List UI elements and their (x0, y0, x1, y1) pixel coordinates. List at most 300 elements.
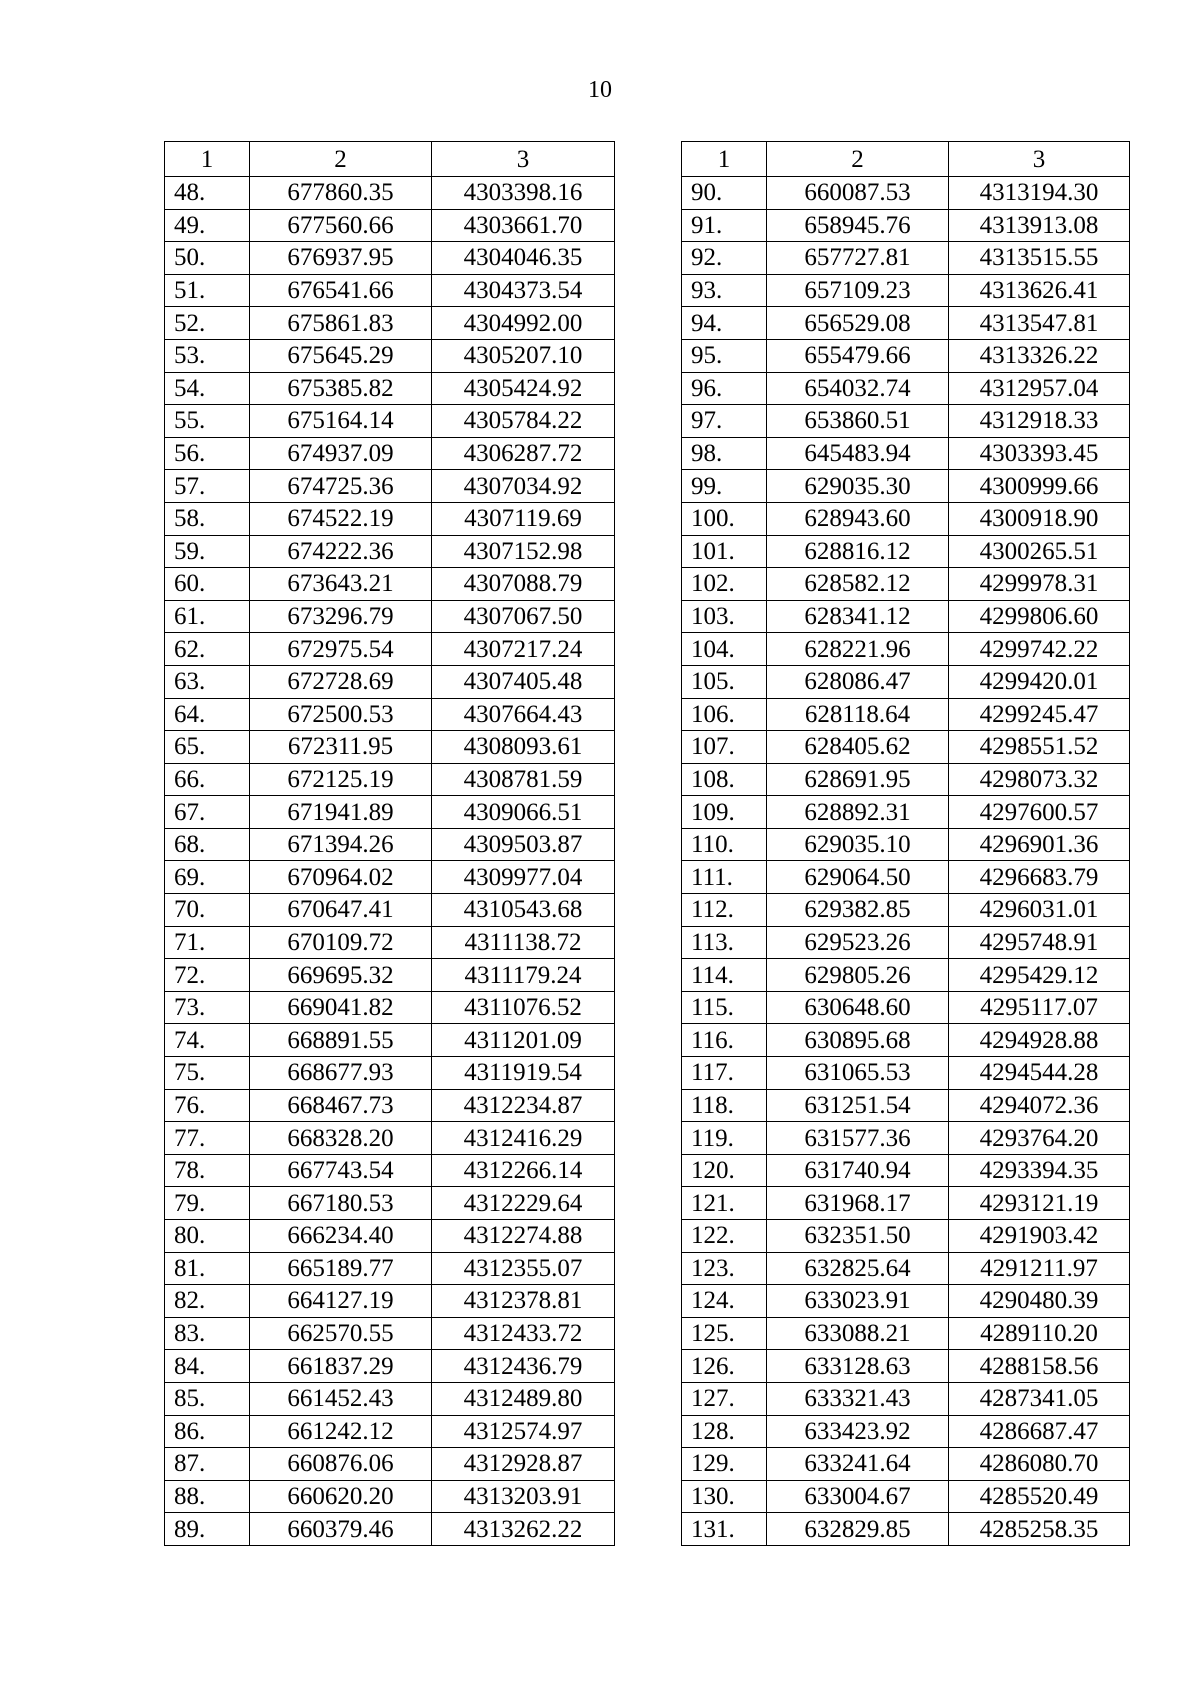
coordinate-y-cell: 4285258.35 (949, 1513, 1130, 1546)
coordinate-y-cell: 4293764.20 (949, 1122, 1130, 1155)
coordinate-x-cell: 653860.51 (767, 405, 949, 438)
coordinate-y-cell: 4303393.45 (949, 437, 1130, 470)
point-number-cell: 97. (682, 405, 767, 438)
table-row (165, 177, 615, 210)
coordinate-y-cell: 4285520.49 (949, 1480, 1130, 1513)
coordinate-x-cell: 674222.36 (250, 535, 432, 568)
coordinate-x-cell: 668328.20 (250, 1122, 432, 1155)
point-number-cell: 114. (682, 959, 767, 992)
point-number-cell: 67. (165, 796, 250, 829)
table-row (165, 339, 615, 372)
coordinate-y-cell: 4307034.92 (432, 470, 615, 503)
point-number-cell: 64. (165, 698, 250, 731)
coordinate-y-cell: 4296901.36 (949, 828, 1130, 861)
point-number-cell: 55. (165, 405, 250, 438)
point-number-cell: 104. (682, 633, 767, 666)
coordinate-x-cell: 633241.64 (767, 1448, 949, 1481)
point-number-cell: 84. (165, 1350, 250, 1383)
table-row (165, 568, 615, 601)
coordinate-x-cell: 661837.29 (250, 1350, 432, 1383)
coordinate-x-cell: 628086.47 (767, 665, 949, 698)
point-number-cell: 131. (682, 1513, 767, 1546)
coordinate-y-cell: 4309977.04 (432, 861, 615, 894)
point-number-cell: 106. (682, 698, 767, 731)
coordinate-y-cell: 4295748.91 (949, 926, 1130, 959)
coordinate-y-cell: 4311179.24 (432, 959, 615, 992)
point-number-cell: 118. (682, 1089, 767, 1122)
coordinate-y-cell: 4307088.79 (432, 568, 615, 601)
table-row (165, 405, 615, 438)
table-row (165, 861, 615, 894)
point-number-cell: 125. (682, 1317, 767, 1350)
coordinate-y-cell: 4300999.66 (949, 470, 1130, 503)
table-row (165, 796, 615, 829)
point-number-cell: 50. (165, 242, 250, 275)
coordinate-x-cell: 629035.10 (767, 828, 949, 861)
table-row (682, 731, 1130, 764)
coordinate-y-cell: 4312574.97 (432, 1415, 615, 1448)
point-number-cell: 70. (165, 894, 250, 927)
point-number-cell: 116. (682, 1024, 767, 1057)
coordinate-x-cell: 662570.55 (250, 1317, 432, 1350)
table-header-row (682, 142, 1130, 177)
point-number-cell: 113. (682, 926, 767, 959)
coordinate-x-cell: 674522.19 (250, 502, 432, 535)
point-number-cell: 122. (682, 1220, 767, 1253)
point-number-cell: 76. (165, 1089, 250, 1122)
coordinate-y-cell: 4312957.04 (949, 372, 1130, 405)
table-row (682, 1252, 1130, 1285)
coordinate-y-cell: 4313326.22 (949, 339, 1130, 372)
table-row (165, 209, 615, 242)
point-number-cell: 82. (165, 1285, 250, 1318)
table-row (682, 1057, 1130, 1090)
coordinate-y-cell: 4287341.05 (949, 1382, 1130, 1415)
point-number-cell: 89. (165, 1513, 250, 1546)
coordinate-x-cell: 631577.36 (767, 1122, 949, 1155)
coordinate-y-cell: 4313262.22 (432, 1513, 615, 1546)
coordinate-x-cell: 629035.30 (767, 470, 949, 503)
table-header-row (165, 142, 615, 177)
coordinate-x-cell: 629805.26 (767, 959, 949, 992)
point-number-cell: 93. (682, 274, 767, 307)
coordinate-y-cell: 4299978.31 (949, 568, 1130, 601)
coordinate-x-cell: 633088.21 (767, 1317, 949, 1350)
table-row (165, 1415, 615, 1448)
point-number-cell: 115. (682, 991, 767, 1024)
table-row (682, 470, 1130, 503)
point-number-cell: 62. (165, 633, 250, 666)
table-row (682, 633, 1130, 666)
coordinate-y-cell: 4309503.87 (432, 828, 615, 861)
point-number-cell: 90. (682, 177, 767, 210)
point-number-cell: 79. (165, 1187, 250, 1220)
table-row (165, 665, 615, 698)
coordinate-y-cell: 4289110.20 (949, 1317, 1130, 1350)
coordinate-y-cell: 4312355.07 (432, 1252, 615, 1285)
coordinate-x-cell: 673643.21 (250, 568, 432, 601)
point-number-cell: 126. (682, 1350, 767, 1383)
point-number-cell: 98. (682, 437, 767, 470)
point-number-cell: 129. (682, 1448, 767, 1481)
coordinate-x-cell: 675164.14 (250, 405, 432, 438)
point-number-cell: 101. (682, 535, 767, 568)
coordinate-y-cell: 4305784.22 (432, 405, 615, 438)
coordinate-y-cell: 4311919.54 (432, 1057, 615, 1090)
coordinate-y-cell: 4311076.52 (432, 991, 615, 1024)
point-number-cell: 71. (165, 926, 250, 959)
point-number-cell: 73. (165, 991, 250, 1024)
table-row (165, 991, 615, 1024)
table-row (165, 1382, 615, 1415)
point-number-cell: 105. (682, 665, 767, 698)
coordinate-y-cell: 4313626.41 (949, 274, 1130, 307)
point-number-cell: 87. (165, 1448, 250, 1481)
coordinate-x-cell: 677860.35 (250, 177, 432, 210)
coordinate-y-cell: 4308781.59 (432, 763, 615, 796)
coordinate-x-cell: 629064.50 (767, 861, 949, 894)
coordinate-y-cell: 4293394.35 (949, 1154, 1130, 1187)
table-row (165, 698, 615, 731)
coordinate-y-cell: 4295117.07 (949, 991, 1130, 1024)
coordinates-table-left (164, 141, 615, 1546)
coordinate-y-cell: 4296683.79 (949, 861, 1130, 894)
coordinate-y-cell: 4312274.88 (432, 1220, 615, 1253)
coordinate-y-cell: 4307217.24 (432, 633, 615, 666)
table-row (682, 502, 1130, 535)
table-row (682, 1513, 1130, 1546)
point-number-cell: 123. (682, 1252, 767, 1285)
coordinate-x-cell: 664127.19 (250, 1285, 432, 1318)
table-row (165, 1285, 615, 1318)
coordinate-y-cell: 4298073.32 (949, 763, 1130, 796)
point-number-cell: 65. (165, 731, 250, 764)
table-row (682, 339, 1130, 372)
coordinate-y-cell: 4298551.52 (949, 731, 1130, 764)
table-row (682, 1415, 1130, 1448)
coordinate-x-cell: 630895.68 (767, 1024, 949, 1057)
point-number-cell: 85. (165, 1382, 250, 1415)
table-row (165, 894, 615, 927)
point-number-cell: 121. (682, 1187, 767, 1220)
coordinate-x-cell: 658945.76 (767, 209, 949, 242)
point-number-cell: 83. (165, 1317, 250, 1350)
table-row (165, 470, 615, 503)
table-row (682, 535, 1130, 568)
table-row (165, 1350, 615, 1383)
point-number-cell: 74. (165, 1024, 250, 1057)
coordinate-y-cell: 4295429.12 (949, 959, 1130, 992)
coordinate-y-cell: 4313515.55 (949, 242, 1130, 275)
table-row (682, 1350, 1130, 1383)
page-number: 10 (588, 77, 612, 103)
point-number-cell: 54. (165, 372, 250, 405)
coordinate-x-cell: 677560.66 (250, 209, 432, 242)
table-row (165, 926, 615, 959)
column-header: 2 (250, 142, 432, 177)
coordinate-x-cell: 671394.26 (250, 828, 432, 861)
coordinate-x-cell: 660379.46 (250, 1513, 432, 1546)
coordinate-y-cell: 4309066.51 (432, 796, 615, 829)
table-row (165, 828, 615, 861)
coordinate-x-cell: 671941.89 (250, 796, 432, 829)
table-row (682, 926, 1130, 959)
coordinate-x-cell: 672728.69 (250, 665, 432, 698)
coordinate-y-cell: 4286687.47 (949, 1415, 1130, 1448)
coordinate-y-cell: 4307664.43 (432, 698, 615, 731)
coordinate-y-cell: 4299742.22 (949, 633, 1130, 666)
coordinate-x-cell: 630648.60 (767, 991, 949, 1024)
coordinate-x-cell: 674725.36 (250, 470, 432, 503)
point-number-cell: 103. (682, 600, 767, 633)
coordinate-y-cell: 4307119.69 (432, 502, 615, 535)
point-number-cell: 124. (682, 1285, 767, 1318)
coordinate-y-cell: 4313203.91 (432, 1480, 615, 1513)
coordinate-y-cell: 4291903.42 (949, 1220, 1130, 1253)
point-number-cell: 75. (165, 1057, 250, 1090)
point-number-cell: 111. (682, 861, 767, 894)
coordinate-x-cell: 670647.41 (250, 894, 432, 927)
coordinate-x-cell: 668891.55 (250, 1024, 432, 1057)
table-row (682, 437, 1130, 470)
coordinate-y-cell: 4304046.35 (432, 242, 615, 275)
column-header: 2 (767, 142, 949, 177)
coordinate-x-cell: 672311.95 (250, 731, 432, 764)
table-row (165, 535, 615, 568)
coordinate-y-cell: 4303398.16 (432, 177, 615, 210)
coordinate-y-cell: 4312234.87 (432, 1089, 615, 1122)
coordinate-y-cell: 4300265.51 (949, 535, 1130, 568)
table-row (165, 1252, 615, 1285)
point-number-cell: 92. (682, 242, 767, 275)
coordinate-y-cell: 4290480.39 (949, 1285, 1130, 1318)
coordinate-y-cell: 4294072.36 (949, 1089, 1130, 1122)
point-number-cell: 112. (682, 894, 767, 927)
coordinate-y-cell: 4312928.87 (432, 1448, 615, 1481)
point-number-cell: 81. (165, 1252, 250, 1285)
coordinate-y-cell: 4304373.54 (432, 274, 615, 307)
point-number-cell: 53. (165, 339, 250, 372)
table-row (682, 828, 1130, 861)
point-number-cell: 49. (165, 209, 250, 242)
coordinate-x-cell: 628892.31 (767, 796, 949, 829)
table-row (165, 1187, 615, 1220)
coordinate-x-cell: 632829.85 (767, 1513, 949, 1546)
table-row (682, 1024, 1130, 1057)
table-row (682, 698, 1130, 731)
point-number-cell: 120. (682, 1154, 767, 1187)
point-number-cell: 96. (682, 372, 767, 405)
coordinate-x-cell: 654032.74 (767, 372, 949, 405)
coordinate-y-cell: 4313194.30 (949, 177, 1130, 210)
table-row (165, 633, 615, 666)
table-row (682, 1285, 1130, 1318)
column-header: 1 (682, 142, 767, 177)
coordinate-x-cell: 632825.64 (767, 1252, 949, 1285)
coordinate-x-cell: 669041.82 (250, 991, 432, 1024)
coordinates-table-right (681, 141, 1130, 1546)
point-number-cell: 58. (165, 502, 250, 535)
table-row (682, 1448, 1130, 1481)
table-row (682, 405, 1130, 438)
point-number-cell: 61. (165, 600, 250, 633)
coordinate-x-cell: 656529.08 (767, 307, 949, 340)
coordinate-x-cell: 657727.81 (767, 242, 949, 275)
table-row (682, 1089, 1130, 1122)
coordinate-x-cell: 633321.43 (767, 1382, 949, 1415)
coordinate-x-cell: 672500.53 (250, 698, 432, 731)
coordinate-x-cell: 667743.54 (250, 1154, 432, 1187)
column-header: 3 (432, 142, 615, 177)
coordinate-y-cell: 4312416.29 (432, 1122, 615, 1155)
coordinate-y-cell: 4313547.81 (949, 307, 1130, 340)
coordinate-x-cell: 629382.85 (767, 894, 949, 927)
point-number-cell: 127. (682, 1382, 767, 1415)
column-header: 1 (165, 142, 250, 177)
table-row (682, 1187, 1130, 1220)
table-row (165, 1317, 615, 1350)
coordinate-y-cell: 4307067.50 (432, 600, 615, 633)
coordinate-x-cell: 655479.66 (767, 339, 949, 372)
table-row (165, 1480, 615, 1513)
coordinate-x-cell: 672975.54 (250, 633, 432, 666)
table-row (682, 665, 1130, 698)
coordinate-x-cell: 628221.96 (767, 633, 949, 666)
point-number-cell: 100. (682, 502, 767, 535)
coordinate-x-cell: 631740.94 (767, 1154, 949, 1187)
point-number-cell: 108. (682, 763, 767, 796)
table-row (165, 731, 615, 764)
table-row (682, 1220, 1130, 1253)
table-row (165, 274, 615, 307)
table-row (682, 1480, 1130, 1513)
coordinate-x-cell: 633423.92 (767, 1415, 949, 1448)
point-number-cell: 72. (165, 959, 250, 992)
table-row (165, 1220, 615, 1253)
coordinate-y-cell: 4311201.09 (432, 1024, 615, 1057)
coordinate-x-cell: 666234.40 (250, 1220, 432, 1253)
table-row (165, 763, 615, 796)
coordinate-y-cell: 4288158.56 (949, 1350, 1130, 1383)
coordinate-y-cell: 4303661.70 (432, 209, 615, 242)
point-number-cell: 66. (165, 763, 250, 796)
coordinate-x-cell: 676541.66 (250, 274, 432, 307)
coordinate-x-cell: 631251.54 (767, 1089, 949, 1122)
point-number-cell: 99. (682, 470, 767, 503)
coordinate-x-cell: 633023.91 (767, 1285, 949, 1318)
point-number-cell: 119. (682, 1122, 767, 1155)
table-row (165, 1513, 615, 1546)
table-row (165, 600, 615, 633)
coordinate-y-cell: 4305207.10 (432, 339, 615, 372)
coordinate-y-cell: 4304992.00 (432, 307, 615, 340)
table-row (682, 763, 1130, 796)
coordinate-x-cell: 633128.63 (767, 1350, 949, 1383)
point-number-cell: 117. (682, 1057, 767, 1090)
table-row (165, 437, 615, 470)
coordinate-y-cell: 4312378.81 (432, 1285, 615, 1318)
table-row (682, 959, 1130, 992)
point-number-cell: 59. (165, 535, 250, 568)
coordinate-x-cell: 628816.12 (767, 535, 949, 568)
point-number-cell: 48. (165, 177, 250, 210)
coordinate-x-cell: 665189.77 (250, 1252, 432, 1285)
coordinate-x-cell: 631065.53 (767, 1057, 949, 1090)
table-row (682, 274, 1130, 307)
point-number-cell: 95. (682, 339, 767, 372)
coordinate-y-cell: 4300918.90 (949, 502, 1130, 535)
table-row (682, 372, 1130, 405)
coordinate-x-cell: 676937.95 (250, 242, 432, 275)
table-row (165, 1448, 615, 1481)
coordinate-x-cell: 657109.23 (767, 274, 949, 307)
table-row (682, 568, 1130, 601)
coordinate-x-cell: 668677.93 (250, 1057, 432, 1090)
point-number-cell: 88. (165, 1480, 250, 1513)
table-row (165, 242, 615, 275)
coordinate-x-cell: 628341.12 (767, 600, 949, 633)
table-row (682, 177, 1130, 210)
column-header: 3 (949, 142, 1130, 177)
point-number-cell: 80. (165, 1220, 250, 1253)
table-row (682, 991, 1130, 1024)
coordinate-x-cell: 675645.29 (250, 339, 432, 372)
table-row (682, 1317, 1130, 1350)
coordinate-x-cell: 670109.72 (250, 926, 432, 959)
coordinate-x-cell: 668467.73 (250, 1089, 432, 1122)
point-number-cell: 77. (165, 1122, 250, 1155)
coordinate-y-cell: 4310543.68 (432, 894, 615, 927)
coordinate-y-cell: 4312229.64 (432, 1187, 615, 1220)
table-row (165, 1024, 615, 1057)
point-number-cell: 68. (165, 828, 250, 861)
coordinate-x-cell: 628691.95 (767, 763, 949, 796)
coordinate-y-cell: 4308093.61 (432, 731, 615, 764)
coordinate-x-cell: 674937.09 (250, 437, 432, 470)
table-row (682, 242, 1130, 275)
point-number-cell: 78. (165, 1154, 250, 1187)
coordinate-x-cell: 660620.20 (250, 1480, 432, 1513)
coordinate-x-cell: 628405.62 (767, 731, 949, 764)
point-number-cell: 130. (682, 1480, 767, 1513)
coordinate-x-cell: 675861.83 (250, 307, 432, 340)
coordinate-x-cell: 628582.12 (767, 568, 949, 601)
table-row (165, 959, 615, 992)
coordinate-x-cell: 669695.32 (250, 959, 432, 992)
coordinate-y-cell: 4313913.08 (949, 209, 1130, 242)
coordinate-x-cell: 632351.50 (767, 1220, 949, 1253)
coordinate-y-cell: 4312489.80 (432, 1382, 615, 1415)
point-number-cell: 86. (165, 1415, 250, 1448)
coordinate-y-cell: 4291211.97 (949, 1252, 1130, 1285)
table-row (165, 502, 615, 535)
point-number-cell: 102. (682, 568, 767, 601)
coordinate-x-cell: 645483.94 (767, 437, 949, 470)
table-row (165, 1089, 615, 1122)
coordinate-x-cell: 675385.82 (250, 372, 432, 405)
table-row (682, 1154, 1130, 1187)
coordinate-y-cell: 4299806.60 (949, 600, 1130, 633)
table-row (165, 372, 615, 405)
point-number-cell: 69. (165, 861, 250, 894)
coordinate-x-cell: 673296.79 (250, 600, 432, 633)
point-number-cell: 60. (165, 568, 250, 601)
coordinate-y-cell: 4297600.57 (949, 796, 1130, 829)
coordinate-y-cell: 4306287.72 (432, 437, 615, 470)
table-row (682, 861, 1130, 894)
point-number-cell: 94. (682, 307, 767, 340)
coordinate-y-cell: 4312436.79 (432, 1350, 615, 1383)
